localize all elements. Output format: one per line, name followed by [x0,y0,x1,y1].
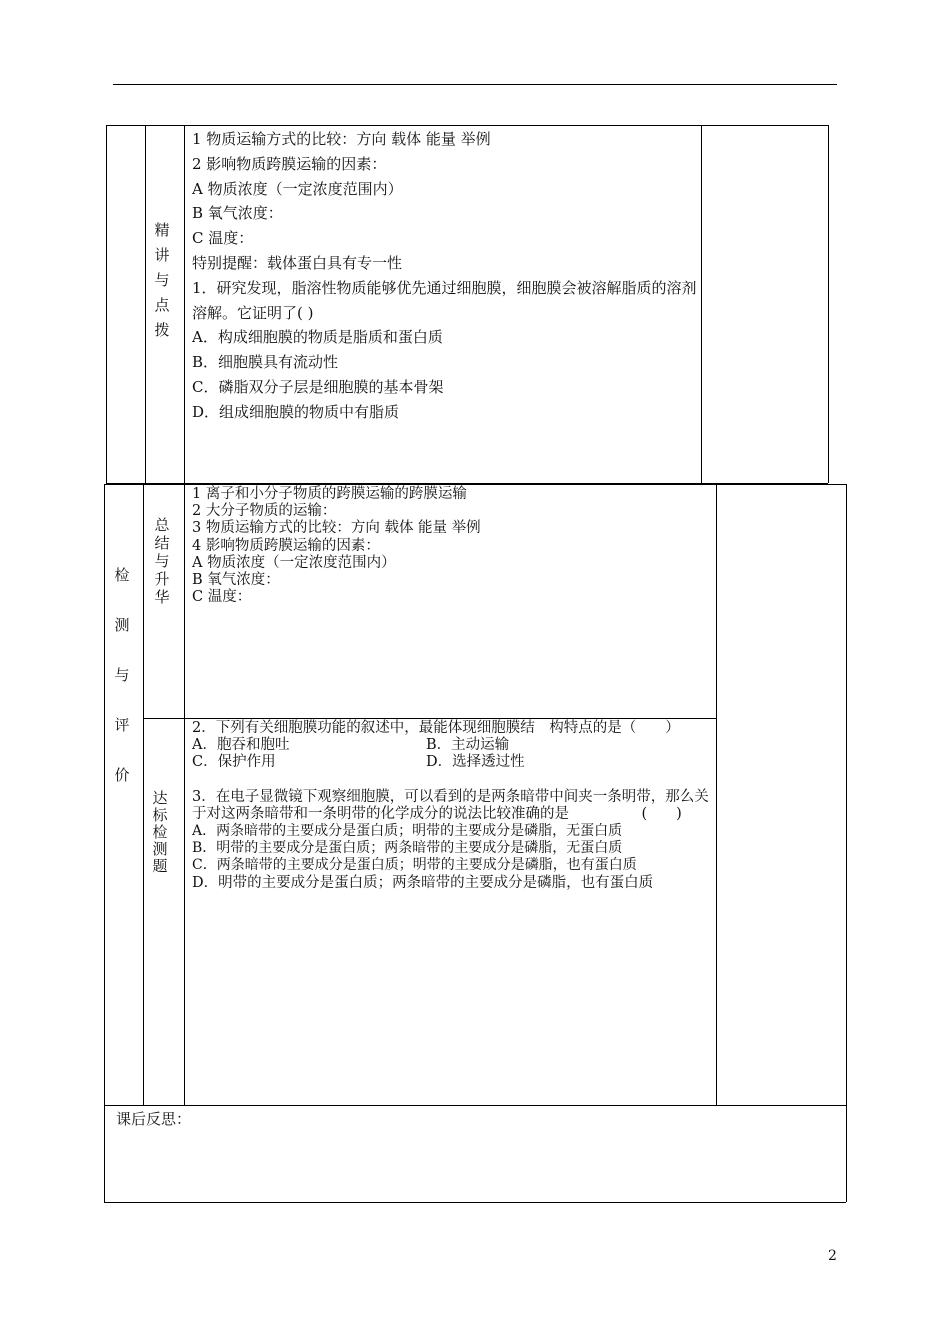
option: A．两条暗带的主要成分是蛋白质；明带的主要成分是磷脂，无蛋白质 [192,823,623,840]
line: 3 物质运输方式的比较：方向 载体 能量 举例 [192,520,481,537]
summary-label: 总 结 与 升 华 [154,516,170,606]
line: C 温度： [192,229,254,248]
section1-content [192,127,697,425]
option-row: A．胞吞和胞吐 B．主动运输 [192,737,510,754]
reflection-label: 课后反思： [116,1110,192,1128]
line: A 物质浓度（一定浓度范围内） [192,554,396,571]
line: 2 大分子物质的运输： [192,503,337,520]
option: C．磷脂双分子层是细胞膜的基本骨架 [192,377,444,396]
question-1: 1．研究发现，脂溶性物质能够优先通过细胞膜，细胞膜会被溶解脂质的溶剂溶解。它证明了( ) [192,278,697,322]
option: A．构成细胞膜的物质是脂质和蛋白质 [192,328,443,347]
line: 特别提醒：载体蛋白具有专一性 [192,253,403,272]
line: A 物质浓度（一定浓度范围内） [192,179,403,198]
line: 4 影响物质跨膜运输的因素： [192,537,380,554]
line: 2 影响物质跨膜运输的因素： [192,154,387,173]
line: C 温度： [192,589,252,606]
option: C．两条暗带的主要成分是蛋白质；明带的主要成分是磷脂，也有蛋白质 [192,857,637,874]
line: B 氧气浓度： [192,204,283,223]
option: D．组成细胞膜的物质中有脂质 [192,402,400,421]
section1-label: 精 讲 与 点 拨 [154,221,170,339]
summary-content [192,486,712,606]
page-number: 2 [828,1248,837,1264]
option-row: C．保护作用 D．选择透过性 [192,754,525,771]
question-3: 3．在电子显微镜下观察细胞膜，可以看到的是两条暗带中间夹一条明带，那么关于对这两条暗带和一条明带的化学成分的说法比较准确的是 ( ) [192,788,709,822]
section2-outer-label: 检 测 与 评 价 [114,566,130,784]
option: B．细胞膜具有流动性 [192,353,339,372]
test-content [192,720,712,892]
line: B 氧气浓度： [192,572,280,589]
question-2: 2．下列有关细胞膜功能的叙述中，最能体现细胞膜结 构特点的是（ ） [192,720,680,736]
header-rule [113,84,837,85]
option: B．明带的主要成分是蛋白质；两条暗带的主要成分是磷脂，无蛋白质 [192,840,623,857]
line: 1 离子和小分子物质的跨膜运输的跨膜运输 [192,486,467,502]
test-label: 达 标 检 测 题 [152,789,168,875]
line: 1 物质运输方式的比较：方向 载体 能量 举例 [192,130,491,148]
option: D．明带的主要成分是蛋白质；两条暗带的主要成分是磷脂，也有蛋白质 [192,874,654,891]
